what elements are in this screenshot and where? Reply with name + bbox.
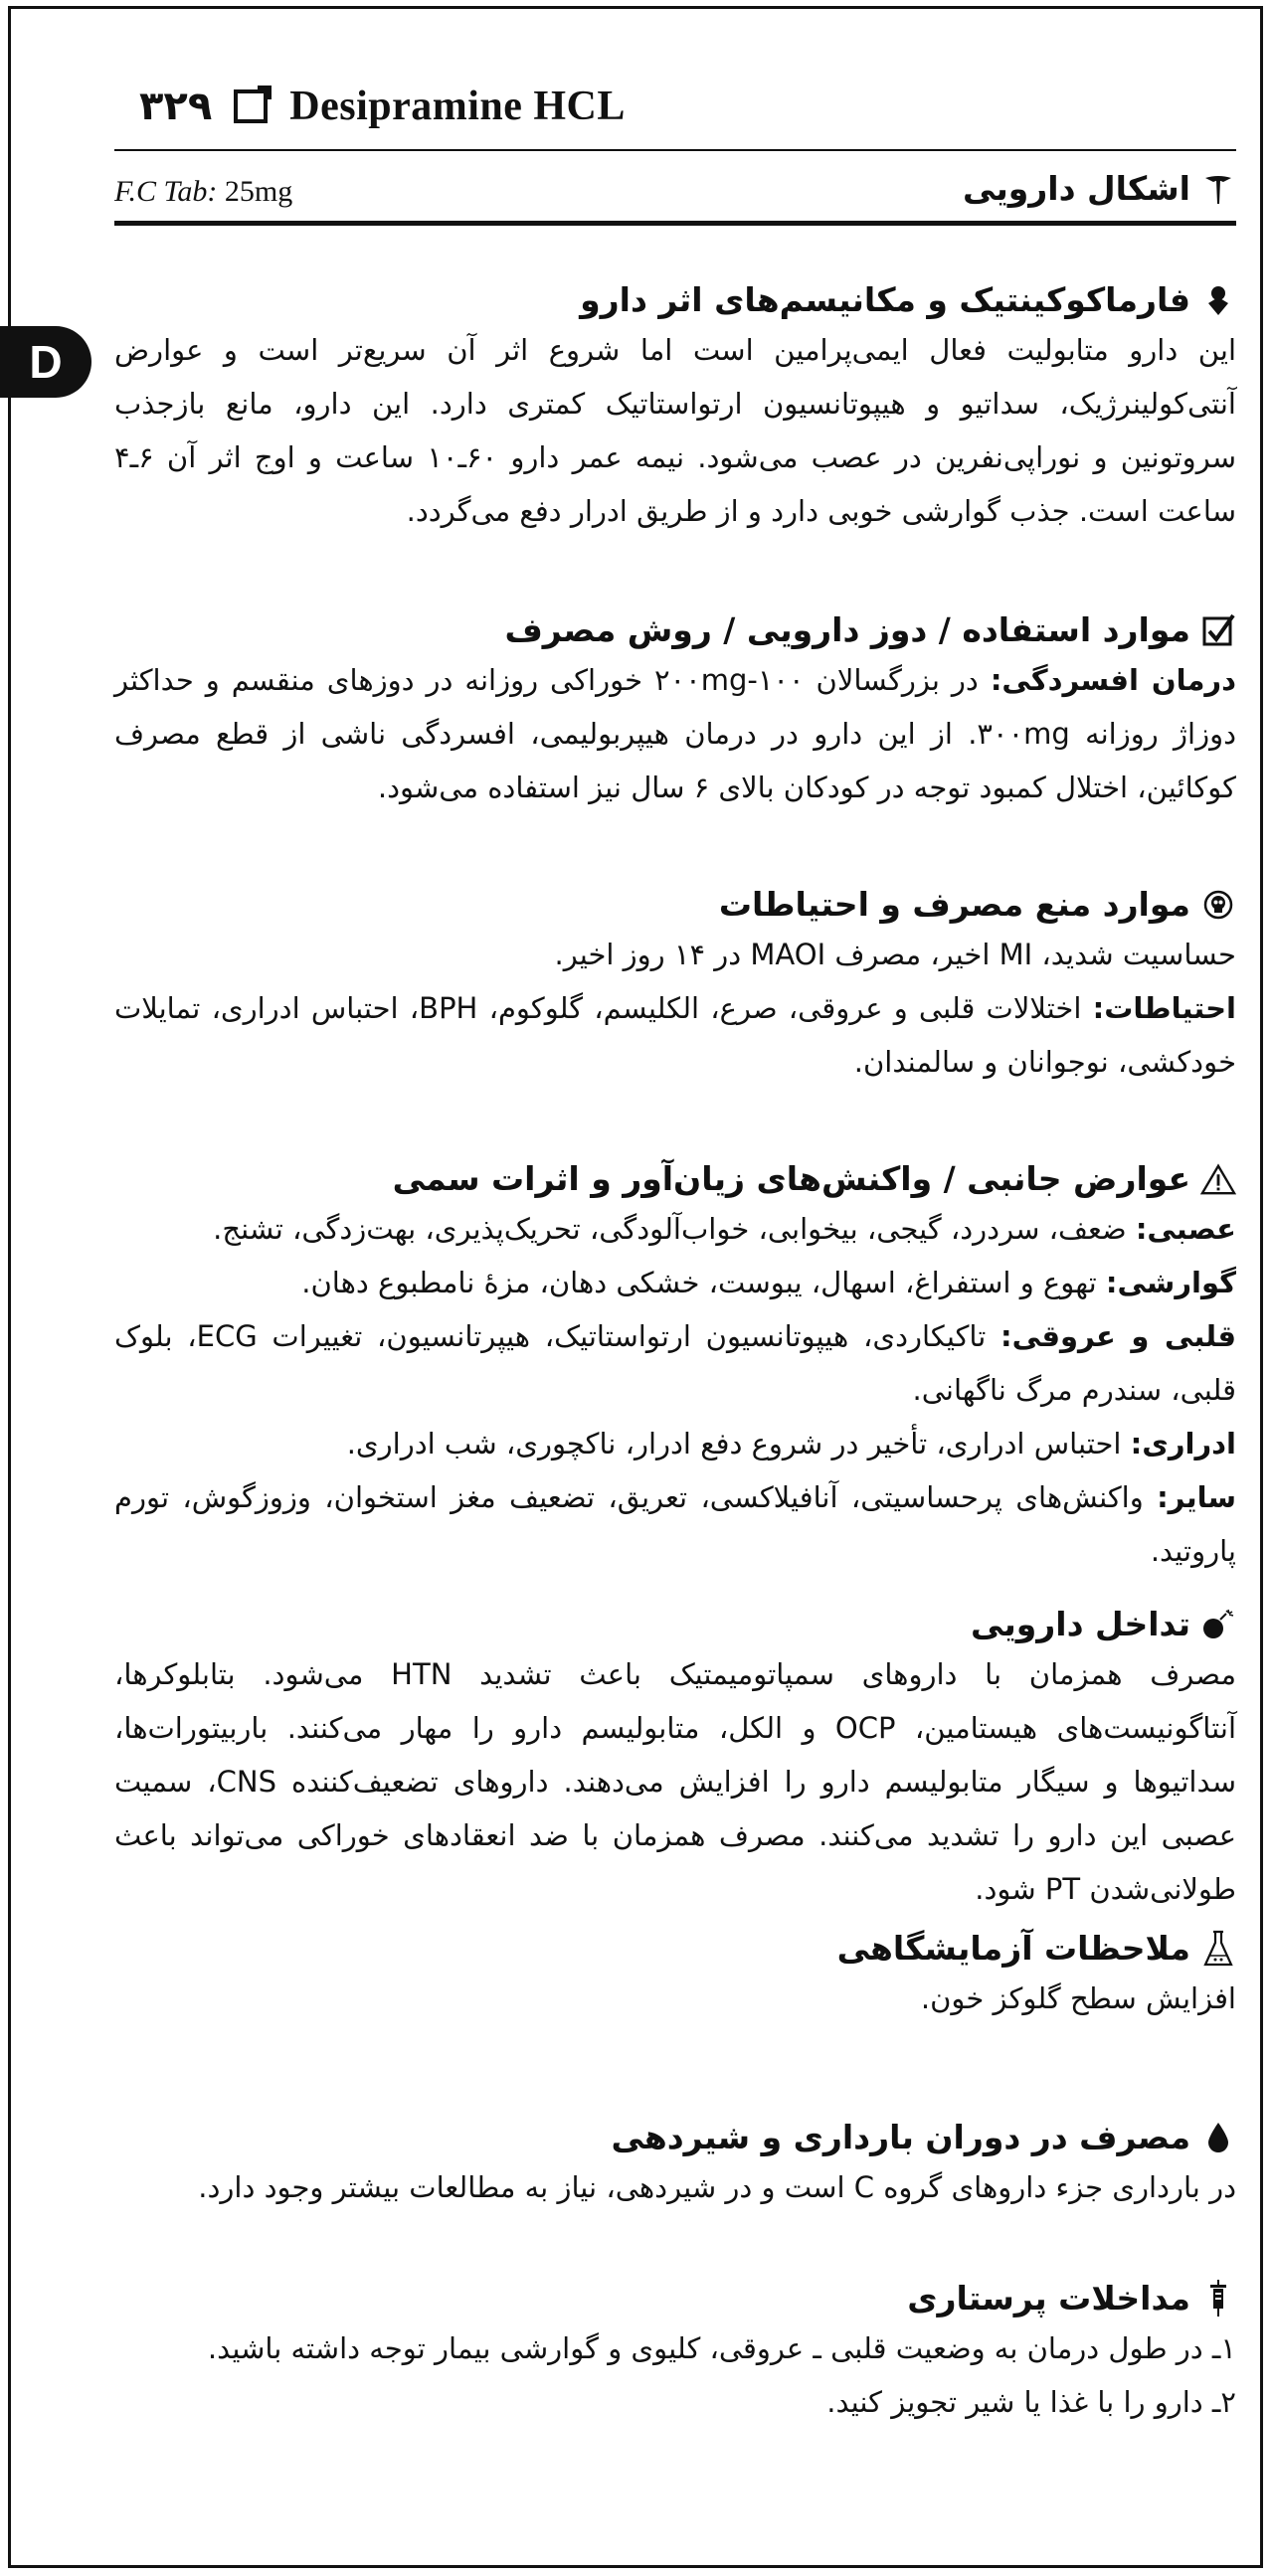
lab-title: ملاحظات آزمایشگاهی (836, 1929, 1190, 1968)
pregnancy-text: در بارداری جزء داروهای گروه C است و در شیردهی، نیاز به مطالعات بیشتر وجود دارد. (198, 2170, 1236, 2204)
indications-text (114, 653, 1236, 814)
section-title (114, 169, 1236, 208)
side-effects-title: عوارض جانبی / واکنش‌های زیان‌آور و اثرات سمی (392, 1159, 1190, 1198)
drop-icon (1200, 2120, 1236, 2155)
interactions-text: مصرف همزمان با داروهای سمپاتومیمتیک باعث تشدید HTN می‌شود. بتابلوکرها، آنتاگونیست‌های هیستامین، OCP و الکل، متابولیسم دارو را مهار می‌کنند. باربیتورات‌ها، سداتیوها و سیگار متابولیسم دارو را افزایش می‌دهند. داروهای تضعیف‌کننده CNS، سمیت عصبی این دارو را تشدید می‌کنند. مصرف همزمان با ضد انعقادهای خوراکی می‌تواند باعث طولانی‌شدن PT شود. (114, 1657, 1236, 1906)
letter-tab: D (0, 326, 91, 398)
checkbox-icon (1200, 612, 1236, 648)
section-title (114, 2279, 1236, 2318)
contra-cautions (114, 981, 1236, 1089)
side-effect-cardio (114, 1309, 1236, 1417)
warning-icon (1200, 1161, 1236, 1197)
section-title (114, 885, 1236, 924)
drug-name: Desipramine HCL (289, 84, 626, 129)
interactions-title: تداخل دارویی (970, 1605, 1190, 1643)
indications-title: موارد استفاده / دوز دارویی / روش مصرف (504, 610, 1190, 649)
skull-icon (1200, 887, 1236, 923)
indications-label: درمان افسردگی: (990, 663, 1236, 697)
dosage-amount: 25mg (224, 175, 293, 208)
page-header (139, 72, 626, 141)
side-effect-urinary (114, 1417, 1236, 1470)
bomb-icon (1200, 1607, 1236, 1642)
dosage-label: F.C Tab: (114, 175, 218, 208)
pharmaco-title: فارماکوکینتیک و مکانیسم‌های اثر دارو (580, 280, 1190, 319)
nursing-title: مداخلات پرستاری (907, 2279, 1190, 2318)
section-title (114, 610, 1236, 649)
indications-body: در بزرگسالان ۲۰۰mg-۱۰۰ خوراکی روزانه در دوزهای منقسم و حداکثر دوزاژ روزانه ۳۰۰mg. از این دارو در درمان هیپربولیمی، افسردگی ناشی از قطع مصرف کوکائین، اختلال کمبود توجه در کودکان بالای ۶ سال نیز استفاده می‌شود. (114, 663, 1236, 804)
interactions-section (114, 1605, 1236, 1916)
nursing-item: ۱ـ در طول درمان به وضعیت قلبی ـ عروقی، کلیوی و گوارشی بیمار توجه داشته باشید. (207, 2331, 1236, 2365)
nursing-item: ۲ـ دارو را با غذا یا شیر تجویز کنید. (826, 2385, 1236, 2419)
header-divider (114, 149, 1236, 151)
lab-text: افزایش سطح گلوکز خون. (920, 1981, 1236, 2015)
box-icon (234, 89, 268, 123)
section-title (114, 1159, 1236, 1198)
dosage-title-row (114, 169, 1236, 208)
section-title (114, 1929, 1236, 1968)
contra-title: موارد منع مصرف و احتیاطات (718, 885, 1190, 924)
side-effect-body: احتباس ادراری، تأخیر در شروع دفع ادرار، ناکچوری، شب ادراری. (346, 1427, 1122, 1460)
side-effect-body: واکنش‌های پرحساسیتی، آنافیلاکسی، تعریق، تضعیف مغز استخوان، وزوزگوش، تورم پاروتید. (114, 1480, 1236, 1568)
side-effect-neuro (114, 1202, 1236, 1256)
contra-line1: حساسیت شدید، MI اخیر، مصرف MAOI در ۱۴ روز اخیر. (554, 938, 1236, 971)
cautions-label: احتیاطات: (1092, 991, 1236, 1025)
side-effect-body: ضعف، سردرد، گیجی، بیخوابی، خواب‌آلودگی، تحریک‌پذیری، بهت‌زدگی، تشنج. (213, 1212, 1127, 1246)
pregnancy-title: مصرف در دوران بارداری و شیردهی (611, 2118, 1190, 2156)
side-effect-label: ادراری: (1130, 1427, 1236, 1460)
side-effect-label: قلبی و عروقی: (1000, 1319, 1236, 1353)
side-effects-section (114, 1159, 1236, 1578)
nursing-section (114, 2279, 1236, 2429)
dosage-forms-title: اشکال دارویی (962, 169, 1190, 208)
side-effect-label: عصبی: (1135, 1212, 1236, 1246)
dosage-divider (114, 221, 1236, 226)
page-number: ۳۲۹ (139, 84, 213, 129)
flask-icon (1200, 1931, 1236, 1967)
side-effect-label: سایر: (1157, 1480, 1236, 1514)
contra-section (114, 885, 1236, 1089)
section-title (114, 1605, 1236, 1643)
side-effect-label: گوارشی: (1105, 1266, 1236, 1299)
side-effect-body: تاکیکاردی، هیپوتانسیون ارتواستاتیک، هیپرتانسیون، تغییرات ECG، بلوک قلبی، سندرم مرگ ناگهانی. (114, 1319, 1236, 1407)
pill-bottle-icon (1200, 282, 1236, 318)
section-title (114, 2118, 1236, 2156)
caduceus-icon (1200, 171, 1236, 207)
side-effect-other (114, 1470, 1236, 1578)
pharmaco-section (114, 280, 1236, 538)
pregnancy-section (114, 2118, 1236, 2214)
lab-section (114, 1929, 1236, 2025)
side-effect-body: تهوع و استفراغ، اسهال، یبوست، خشکی دهان، مزهٔ نامطبوع دهان. (301, 1266, 1097, 1299)
syringe-icon (1200, 2281, 1236, 2317)
pharmaco-text: این دارو متابولیت فعال ایمی‌پرامین است اما شروع اثر آن سریع‌تر است و عوارض آنتی‌کولینرژیک، سداتیو و هیپوتانسیون ارتواستاتیک کمتری دارد. این دارو، مانع بازجذب سروتونین و نوراپی‌نفرین در عصب می‌شود. نیمه عمر دارو ۶۰ـ۱۰ ساعت و اوج اثر آن ۶ـ۴ ساعت است. جذب گوارشی خوبی دارد و از طریق ادرار دفع می‌گردد. (114, 333, 1236, 528)
side-effect-gi (114, 1256, 1236, 1309)
section-title (114, 280, 1236, 319)
indications-section (114, 610, 1236, 814)
cautions-body: اختلالات قلبی و عروقی، صرع، الکلیسم، گلوکوم، BPH، احتباس ادراری، تمایلات خودکشی، نوجوانان و سالمندان. (114, 991, 1236, 1079)
